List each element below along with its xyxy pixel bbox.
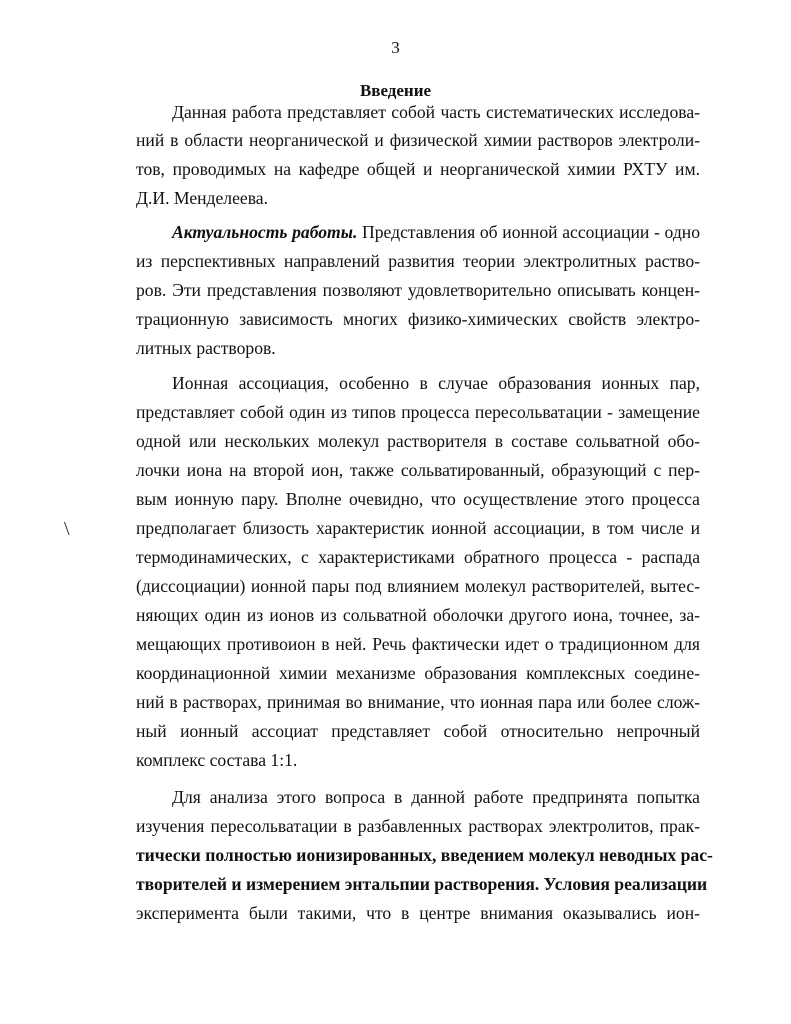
paragraph-4-line-2: изучения пересольватации в разбавленных растворах электролитов, прак- (136, 816, 700, 836)
paragraph-2-line-3: ров. Эти представления позволяют удовлетворительно описывать концен- (136, 280, 700, 300)
paragraph-3-line-11: координационной химии механизме образования комплексных соедине- (136, 663, 700, 683)
paragraph-4-line-5: эксперимента были такими, что в центре внимания оказывались ион- (136, 903, 700, 923)
paragraph-4-line-1: Для анализа этого вопроса в данной работе предпринята попытка (172, 787, 700, 807)
paragraph-3-line-13: ный ионный ассоциат представляет собой относительно непрочный (136, 721, 700, 741)
paragraph-3-line-14: комплекс состава 1:1. (136, 750, 298, 770)
paragraph-3-line-6: предполагает близость характеристик ионной ассоциации, в том числе и (136, 518, 700, 538)
paragraph-2-lead: Актуальность работы. (172, 222, 358, 242)
paragraph-3-line-5: вым ионную пару. Вполне очевидно, что осуществление этого процесса (136, 489, 700, 509)
paragraph-4-line-3: тически полностью ионизированных, введением молекул неводных рас- (136, 845, 713, 865)
paragraph-2-line-5: литных растворов. (136, 338, 276, 358)
section-heading: Введение (359, 81, 432, 100)
paragraph-3-line-12: ний в растворах, принимая во внимание, что ионная пара или более слож- (136, 692, 700, 712)
paragraph-2-first-rest: Представления об ионной ассоциации - одно (357, 222, 700, 242)
paragraph-1-line-3: тов, проводимых на кафедре общей и неорганической химии РХТУ им. (136, 159, 700, 179)
paragraph-3-line-3: одной или нескольких молекул растворителя в составе сольватной обо- (136, 431, 700, 451)
paragraph-2-line-4: трационную зависимость многих физико-химических свойств электро- (136, 309, 700, 329)
paragraph-1-line-2: ний в области неорганической и физической химии растворов электроли- (136, 130, 700, 150)
paragraph-3-line-4: лочки иона на второй ион, также сольватированный, образующий с пер- (136, 460, 700, 480)
paragraph-1-line-1: Данная работа представляет собой часть систематических исследова- (172, 102, 700, 122)
paragraph-3-line-7: термодинамических, с характеристиками обратного процесса - распада (136, 547, 700, 567)
paragraph-3-line-10: мещающих противоион в ней. Речь фактически идет о традиционном для (136, 634, 700, 654)
paragraph-3-line-1: Ионная ассоциация, особенно в случае образования ионных пар, (172, 373, 700, 393)
paragraph-1-line-4: Д.И. Менделеева. (136, 188, 268, 208)
page-number: 3 (391, 38, 400, 57)
paragraph-4-line-4: творителей и измерением энтальпии растворения. Условия реализации (136, 874, 708, 894)
paragraph-3-line-2: представляет собой один из типов процесса пересольватации - замещение (136, 402, 700, 422)
paragraph-3-line-8: (диссоциации) ионной пары под влиянием молекул растворителей, вытес- (136, 576, 700, 596)
stray-scan-mark: \ (64, 518, 70, 540)
paragraph-3-line-9: няющих один из ионов из сольватной оболочки другого иона, точнее, за- (136, 605, 700, 625)
paragraph-2-line-2: из перспективных направлений развития теории электролитных раство- (136, 251, 700, 271)
paragraph-2-line-1 (172, 222, 700, 243)
